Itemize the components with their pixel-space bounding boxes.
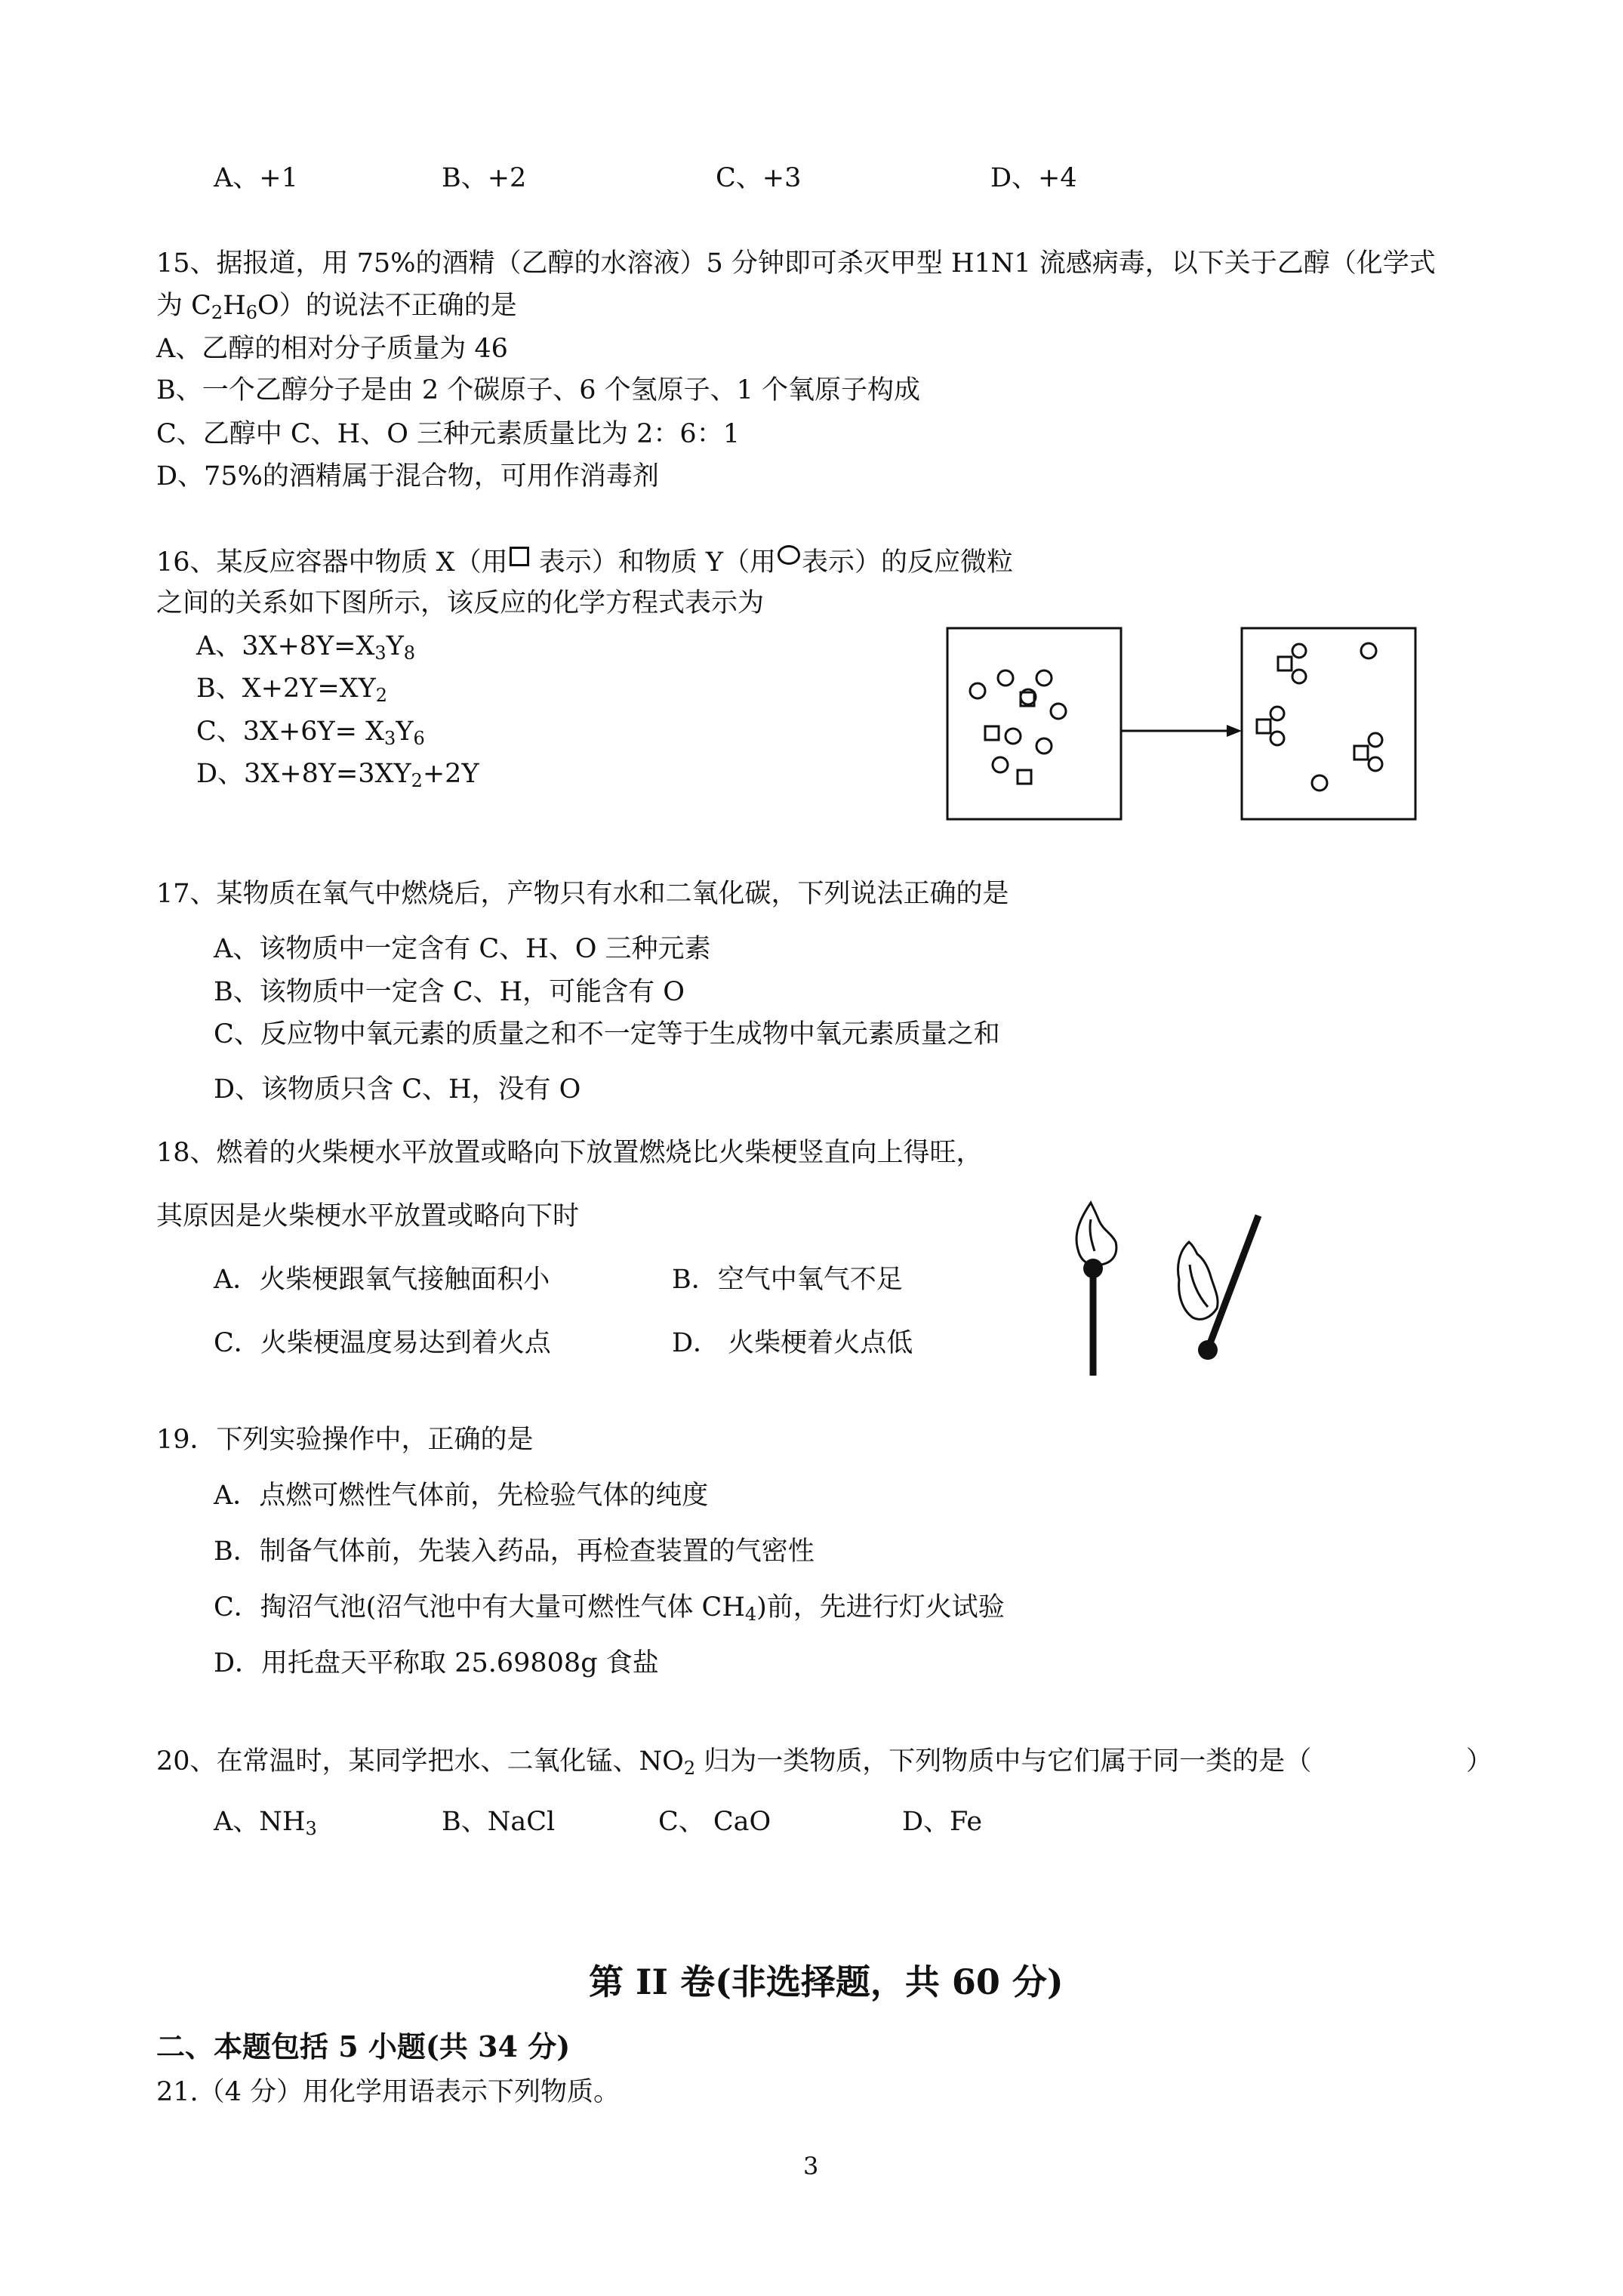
q21-stem: 21.（4 分）用化学用语表示下列物质。	[156, 2077, 621, 2107]
q18-option-c: C．火柴梗温度易达到着火点	[214, 1328, 551, 1358]
q16-stem-line2: 之间的关系如下图所示，该反应的化学方程式表示为	[156, 588, 765, 618]
q15-option-c: C、乙醇中 C、H、O 三种元素质量比为 2：6：1	[156, 419, 740, 449]
match-head	[1198, 1340, 1218, 1360]
arrow-head-icon	[1227, 725, 1242, 737]
q20-stem: 20、在常温时，某同学把水、二氧化锰、$NO_2$ 归为一类物质，下列物质中与它们属于同一类的是（	[156, 1746, 1312, 1779]
y-particle	[1361, 643, 1376, 658]
match-illustration	[1049, 1197, 1291, 1385]
q16-stem-line1: 16、某反应容器中物质 X（用 表示）和物质 Y（用 表示）的反应微粒	[156, 545, 1013, 578]
q14-option-c: C、+3	[716, 163, 802, 193]
q18-option-d: D． 火柴梗着火点低	[672, 1328, 913, 1358]
q14-option-b: B、+2	[442, 163, 527, 193]
y-particle	[998, 670, 1013, 686]
y-particle	[1006, 729, 1021, 744]
q20-option-b: B、NaCl	[442, 1807, 556, 1837]
q16-option-a: A、$3X+8Y=X_3Y_8$	[196, 631, 416, 664]
x-particle	[1018, 770, 1031, 784]
q18-option-b: B．空气中氧气不足	[672, 1265, 903, 1295]
q20-answer-bracket-close: ）	[1466, 1746, 1493, 1777]
q14-option-a: A、+1	[214, 163, 298, 193]
y-particle	[1312, 775, 1327, 791]
q15-option-d: D、75%的酒精属于混合物，可用作消毒剂	[156, 461, 659, 492]
q15-stem-line2: 为 $C_2H_6O$）的说法不正确的是	[156, 291, 517, 323]
products-box	[1242, 628, 1415, 819]
y-particle	[993, 757, 1008, 772]
page-number: 3	[803, 2152, 819, 2180]
q18-option-a: A．火柴梗跟氧气接触面积小	[214, 1265, 550, 1295]
y-particle	[1051, 704, 1066, 719]
q19-option-a: A．点燃可燃性气体前，先检验气体的纯度	[214, 1481, 709, 1511]
reactants-box	[947, 628, 1121, 819]
section-heading: 二、本题包括 5 小题(共 34 分)	[156, 2029, 571, 2063]
y-particle	[1036, 738, 1052, 754]
q16-option-c: C、$3X+6Y= X_3Y_6$	[196, 717, 425, 749]
q16-option-b: B、$X+2Y=XY_2$	[196, 673, 387, 706]
q15-option-a: A、乙醇的相对分子质量为 46	[156, 334, 508, 364]
q19-stem: 19．下列实验操作中，正确的是	[156, 1425, 534, 1455]
q20-option-c: C、 CaO	[658, 1807, 771, 1837]
xy2-molecule	[1354, 746, 1368, 760]
y-particle	[970, 683, 985, 698]
match-head	[1083, 1259, 1103, 1278]
q17-option-a: A、该物质中一定含有 C、H、O 三种元素	[214, 934, 711, 964]
square-symbol-icon	[510, 547, 529, 566]
flame-icon	[1178, 1242, 1218, 1319]
q19-option-d: D．用托盘天平称取 25.69808g 食盐	[214, 1648, 659, 1678]
circle-symbol-icon	[778, 545, 800, 565]
q18-stem-line2: 其原因是火柴梗水平放置或略向下时	[156, 1201, 580, 1231]
q17-option-c: C、反应物中氧元素的质量之和不一定等于生成物中氧元素质量之和	[214, 1019, 1000, 1049]
q15-option-b: B、一个乙醇分子是由 2 个碳原子、6 个氢原子、1 个氧原子构成	[156, 375, 921, 405]
part2-title: 第 II 卷(非选择题，共 60 分)	[589, 1962, 1064, 2002]
q20-option-a: A、$NH_3$	[214, 1807, 317, 1839]
q19-option-b: B．制备气体前，先装入药品，再检查装置的气密性	[214, 1536, 815, 1567]
q17-stem: 17、某物质在氧气中燃烧后，产物只有水和二氧化碳，下列说法正确的是	[156, 879, 1009, 909]
q17-option-d: D、该物质只含 C、H，没有 O	[214, 1074, 581, 1105]
q17-option-b: B、该物质中一定含 C、H，可能含有 O	[214, 977, 685, 1007]
xy2-molecule	[1278, 657, 1292, 670]
x-particle	[985, 726, 999, 740]
q15-stem-line1: 15、据报道，用 75%的酒精（乙醇的水溶液）5 分钟即可杀灭甲型 H1N1 流感病毒，以下关于乙醇（化学式	[156, 248, 1436, 279]
q19-option-c: C．掏沼气池(沼气池中有大量可燃性气体 $CH_4$)前，先进行灯火试验	[214, 1592, 1005, 1625]
xy2-molecule	[1257, 720, 1270, 733]
q16-option-d: D、$3X+8Y=3XY_2+2Y$	[196, 759, 479, 791]
q20-option-d: D、Fe	[902, 1807, 983, 1837]
flame-icon	[1076, 1203, 1116, 1265]
match-stick	[1208, 1216, 1258, 1349]
y-particle	[1036, 670, 1052, 686]
q18-stem-line1: 18、燃着的火柴梗水平放置或略向下放置燃烧比火柴梗竖直向上得旺，	[156, 1138, 983, 1168]
reaction-diagram	[936, 619, 1419, 823]
q14-option-d: D、+4	[990, 163, 1077, 193]
